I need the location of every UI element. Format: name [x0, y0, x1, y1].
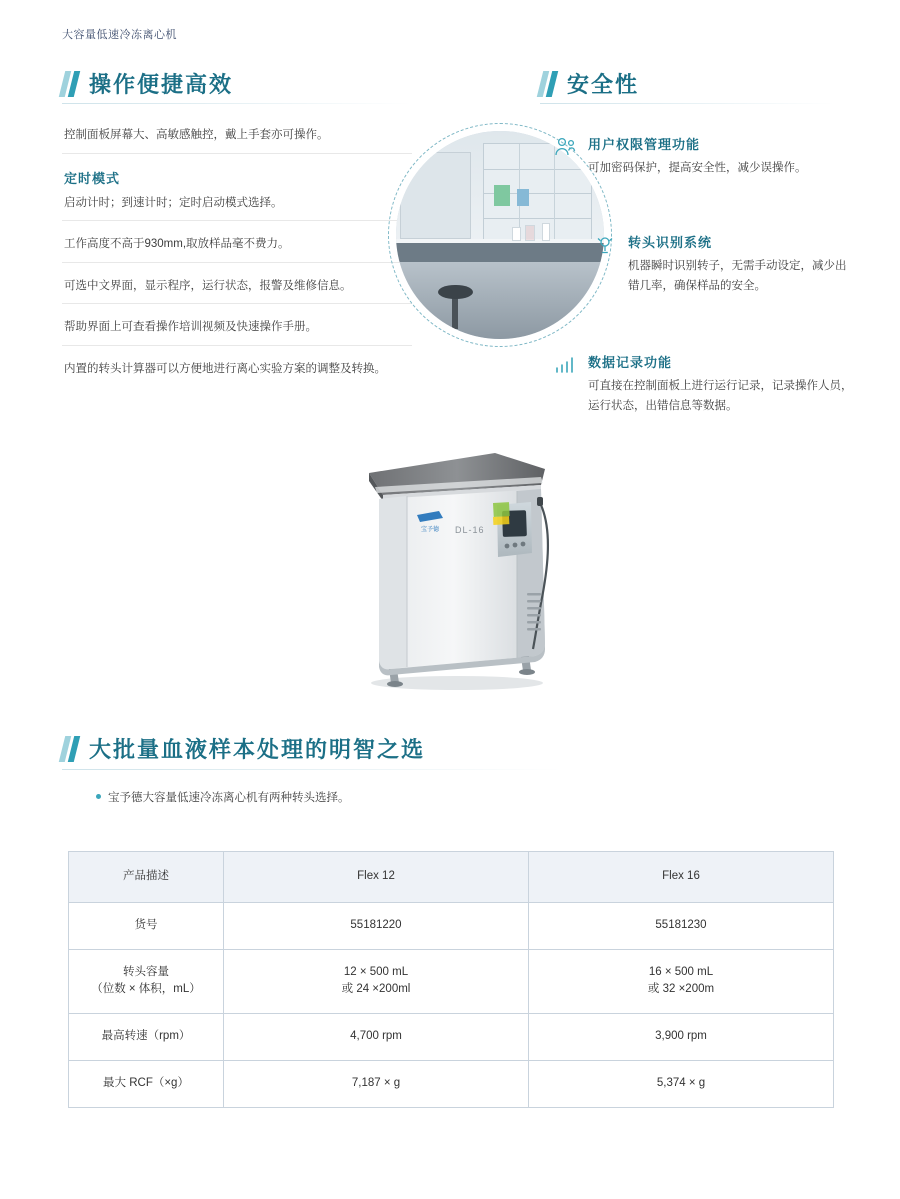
feature-text: 可加密码保护，提高安全性，减少误操作。 [588, 162, 807, 174]
list-item-title: 定时模式 [64, 170, 121, 186]
feature-title: 数据记录功能 [588, 355, 673, 370]
list-item [62, 277, 412, 305]
table-cell-flex16: 3,900 rpm [529, 1014, 834, 1061]
table-cell-flex12-line1: 12 × 500 mL [343, 965, 409, 978]
table-cell-flex16: 55181230 [529, 902, 834, 949]
section-title-bloodsample: 大批量血液样本处理的明智之选 [89, 737, 426, 762]
feature-rotor-recognition [628, 232, 850, 296]
table-row [69, 1014, 834, 1061]
centrifuge-product-image [345, 443, 570, 701]
feature-title: 用户权限管理功能 [588, 137, 701, 152]
model-label: DL-16 [455, 525, 485, 535]
table-cell-flex16-line1: 16 × 500 mL [648, 965, 714, 978]
section-heading-safety [540, 68, 639, 99]
lab-photo-illustration [396, 131, 604, 339]
feature-data-record [588, 352, 856, 416]
list-item [62, 235, 412, 263]
heading-underline-right [540, 103, 835, 104]
data-record-icon [552, 352, 578, 378]
list-item-text: 控制面板屏幕大、高敏感触控，戴上手套亦可操作。 [64, 129, 329, 141]
table-cell-label: 最大 RCF（×g） [69, 1061, 224, 1108]
heading-bars-icon-3 [62, 736, 77, 762]
section-heading-operation [62, 68, 233, 99]
lab-photo [396, 131, 604, 339]
list-item-text: 可选中文界面，显示程序，运行状态，报警及维修信息。 [64, 279, 352, 292]
list-item [62, 126, 412, 154]
table-cell-flex16-line2: 或 32 ×200m [647, 983, 715, 996]
rotor-recognition-icon [592, 232, 618, 258]
table-cell-flex12-line2: 或 24 ×200ml [341, 983, 411, 996]
table-cell-flex12: 7,187 × g [224, 1061, 529, 1108]
list-item-text: 内置的转头计算器可以方便地进行离心实验方案的调整及转换。 [64, 362, 386, 375]
list-item-text: 帮助界面上可查看操作培训视频及快速操作手册。 [64, 321, 317, 334]
list-item [62, 318, 412, 346]
centrifuge-illustration [345, 443, 570, 701]
section-heading-bloodsample [62, 733, 425, 764]
table-cell-label [69, 949, 224, 1014]
table-cell-label-line2: （位数 × 体积，mL） [91, 983, 201, 996]
table-header-cell-flex16: Flex 16 [529, 852, 834, 903]
heading-bars-icon-2 [540, 71, 555, 97]
bullet-dot-icon [96, 794, 101, 799]
specification-table [68, 851, 834, 1108]
feature-text: 机器瞬时识别转子，无需手动设定，减少出错几率，确保样品的安全。 [628, 260, 847, 293]
table-cell-label: 最高转速（rpm） [69, 1014, 224, 1061]
page-header-title: 大容量低速冷冻离心机 [62, 29, 177, 41]
table-cell-flex16 [529, 949, 834, 1014]
table-header-cell-description: 产品描述 [69, 852, 224, 903]
table-cell-flex16: 5,374 × g [529, 1061, 834, 1108]
feature-title: 转头识别系统 [628, 235, 713, 250]
bottom-bullet [96, 789, 350, 805]
feature-text: 可直接在控制面板上进行运行记录，记录操作人员，运行状态，出错信息等数据。 [588, 380, 853, 413]
section-title-operation: 操作便捷高效 [89, 72, 234, 97]
table-cell-flex12: 4,700 rpm [224, 1014, 529, 1061]
table-row [69, 1061, 834, 1108]
heading-bars-icon [62, 71, 77, 97]
list-item-text: 启动计时；到速计时；定时启动模式选择。 [64, 196, 283, 209]
table-cell-flex12 [224, 949, 529, 1014]
table-cell-label: 货号 [69, 902, 224, 949]
brand-label: 宝予德 [421, 527, 440, 533]
section-title-safety: 安全性 [567, 72, 640, 97]
table-cell-label-line1: 转头容量 [123, 965, 169, 978]
table-header-row [69, 852, 834, 903]
list-item [62, 360, 412, 387]
table-row [69, 949, 834, 1014]
table-row [69, 902, 834, 949]
user-permission-icon [552, 134, 578, 160]
list-item-text: 工作高度不高于930mm,取放样品毫不费力。 [64, 238, 290, 251]
list-item [62, 168, 412, 222]
feature-user-permission [588, 134, 850, 178]
heading-underline-left [62, 103, 412, 104]
heading-underline-bottom [62, 769, 562, 770]
bottom-bullet-text: 宝予德大容量低速冷冻离心机有两种转头选择。 [108, 792, 350, 804]
table-header-cell-flex12: Flex 12 [224, 852, 529, 903]
operation-feature-list [62, 126, 412, 400]
table-cell-flex12: 55181220 [224, 902, 529, 949]
